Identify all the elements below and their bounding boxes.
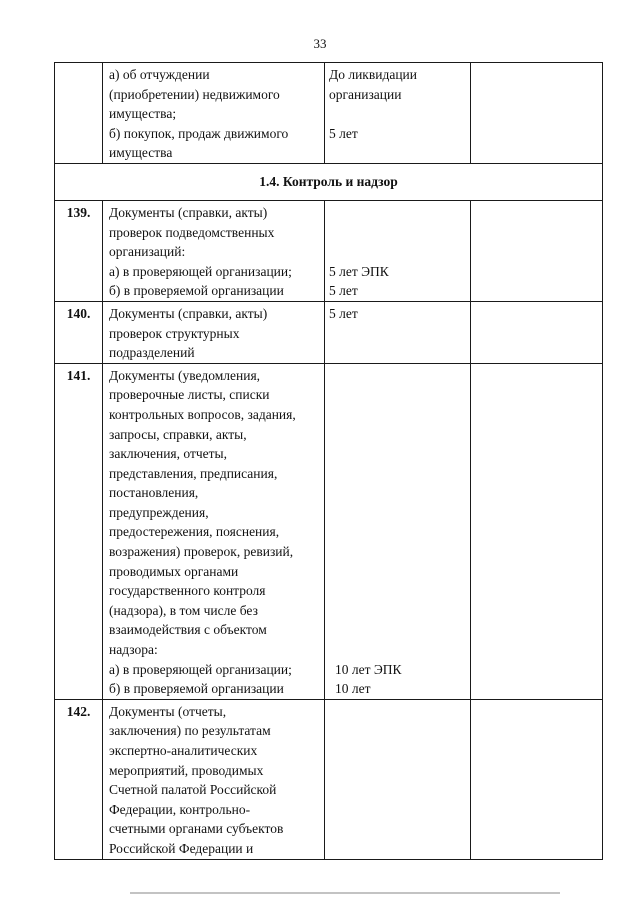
table-row	[55, 301, 603, 363]
row-description-cell: а) об отчуждении (приобретении) недвижимого имущества; б) покупок, продаж движимого имущества	[103, 63, 325, 164]
row-notes-cell	[471, 63, 603, 164]
page-number: 33	[313, 36, 327, 51]
row-number-cell	[55, 63, 103, 164]
row-notes-cell	[471, 200, 603, 301]
section-header-row	[55, 163, 603, 200]
row-notes-cell	[471, 363, 603, 699]
row-description-cell: Документы (отчеты, заключения) по результатам экспертно-аналитических мероприятий, проводимых Счетной палатой Российской Федерации, контрольно- счетными органами субъектов Российской Федерации и	[103, 699, 325, 859]
row-notes-cell	[471, 301, 603, 363]
row-notes-cell	[471, 699, 603, 859]
row-number-cell: 141.	[55, 363, 103, 699]
row-number-cell: 140.	[55, 301, 103, 363]
table-row	[55, 200, 603, 301]
table-row	[55, 699, 603, 859]
row-retention-cell: 10 лет ЭПК 10 лет	[325, 363, 471, 699]
row-retention-cell: 5 лет ЭПК 5 лет	[325, 200, 471, 301]
scan-edge-line	[130, 892, 560, 894]
row-description-cell: Документы (справки, акты) проверок структурных подразделений	[103, 301, 325, 363]
row-description-cell: Документы (уведомления, проверочные листы, списки контрольных вопросов, задания, запросы, справки, акты, заключения, отчеты, представления, предписания, постановления, предупреждения, предостережения, пояснения, возражения) проверок, ревизий, проводимых органами государственного контроля (надзора), в том числе без взаимодействия с объектом надзора: а) в проверяющей организации; б) в проверяемой организации	[103, 363, 325, 699]
row-number-cell: 139.	[55, 200, 103, 301]
row-retention-cell: До ликвидации организации 5 лет	[325, 63, 471, 164]
table-row	[55, 363, 603, 699]
table-row	[55, 63, 603, 164]
row-description-cell: Документы (справки, акты) проверок подведомственных организаций: а) в проверяющей организации; б) в проверяемой организации	[103, 200, 325, 301]
section-title: 1.4. Контроль и надзор	[55, 163, 603, 200]
row-retention-cell	[325, 699, 471, 859]
row-number-cell: 142.	[55, 699, 103, 859]
records-retention-table	[54, 62, 603, 860]
row-retention-cell: 5 лет	[325, 301, 471, 363]
